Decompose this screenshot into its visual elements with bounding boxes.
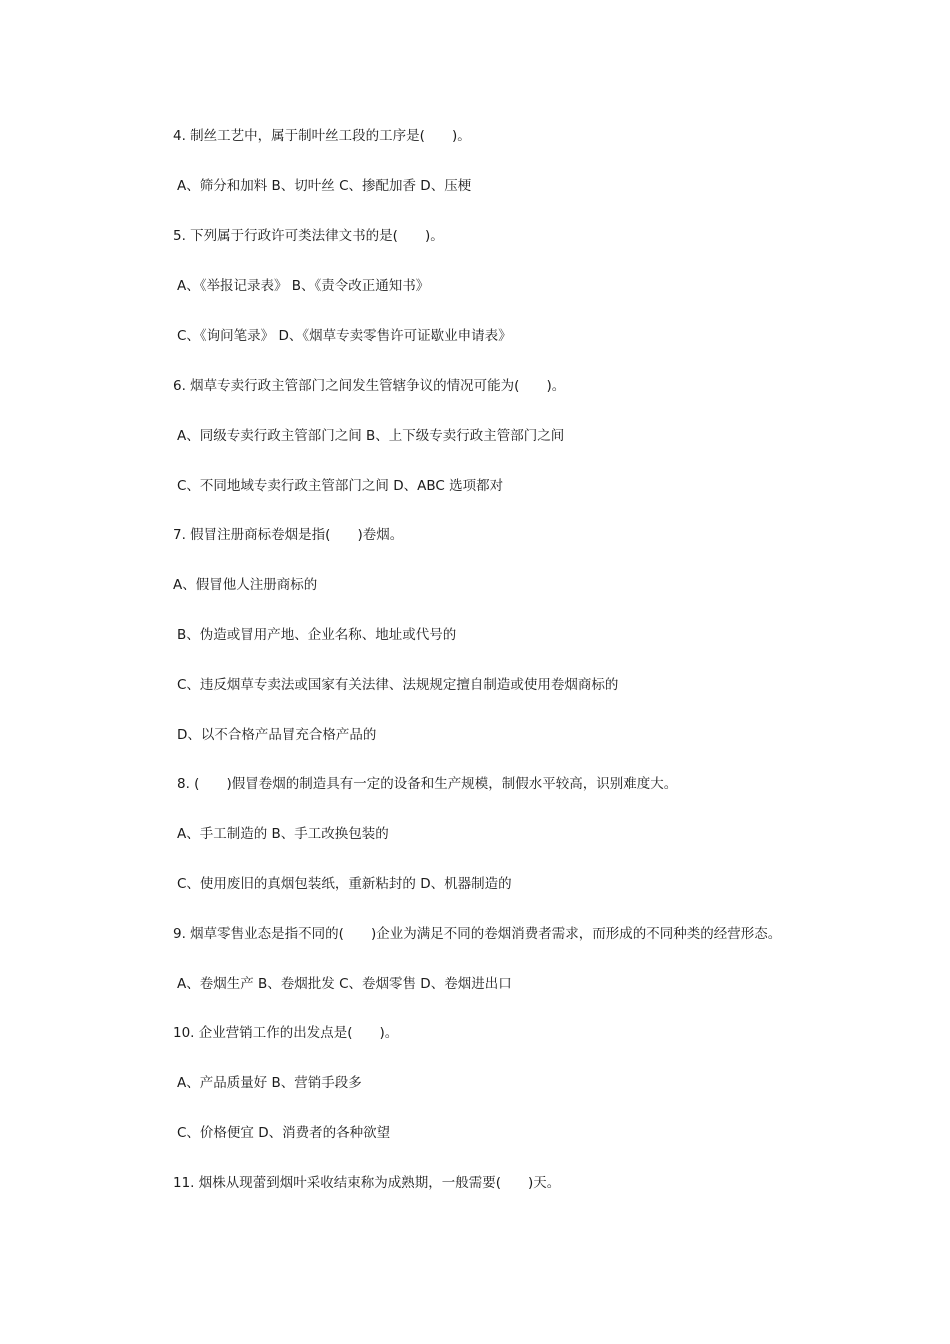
question-6: 6. 烟草专卖行政主管部门之间发生管辖争议的情况可能为( )。 xyxy=(173,378,566,394)
question-4-options: A、筛分和加料 B、切叶丝 C、掺配加香 D、压梗 xyxy=(177,178,472,194)
question-7-option-a: A、假冒他人注册商标的 xyxy=(173,577,318,593)
question-5-options-cd: C、《询问笔录》 D、《烟草专卖零售许可证歇业申请表》 xyxy=(177,328,512,344)
question-8-options-cd: C、使用废旧的真烟包装纸，重新粘封的 D、机器制造的 xyxy=(177,876,512,892)
question-7-option-b: B、伪造或冒用产地、企业名称、地址或代号的 xyxy=(177,627,457,643)
question-10: 10. 企业营销工作的出发点是( )。 xyxy=(173,1025,399,1041)
question-8: 8. ( )假冒卷烟的制造具有一定的设备和生产规模，制假水平较高，识别难度大。 xyxy=(177,776,678,792)
question-11: 11. 烟株从现蕾到烟叶采收结束称为成熟期，一般需要( )天。 xyxy=(173,1175,561,1191)
question-10-options-cd: C、价格便宜 D、消费者的各种欲望 xyxy=(177,1125,391,1141)
question-5: 5. 下列属于行政许可类法律文书的是( )。 xyxy=(173,228,444,244)
question-7-option-c: C、违反烟草专卖法或国家有关法律、法规规定擅自制造或使用卷烟商标的 xyxy=(177,677,619,693)
question-6-options-cd: C、不同地域专卖行政主管部门之间 D、ABC 选项都对 xyxy=(177,478,504,494)
question-7: 7. 假冒注册商标卷烟是指( )卷烟。 xyxy=(173,527,404,543)
question-6-options-ab: A、同级专卖行政主管部门之间 B、上下级专卖行政主管部门之间 xyxy=(177,428,565,444)
question-10-options-ab: A、产品质量好 B、营销手段多 xyxy=(177,1075,362,1091)
question-7-option-d: D、以不合格产品冒充合格产品的 xyxy=(177,727,377,743)
question-9-options: A、卷烟生产 B、卷烟批发 C、卷烟零售 D、卷烟进出口 xyxy=(177,976,512,992)
question-8-options-ab: A、手工制造的 B、手工改换包装的 xyxy=(177,826,389,842)
question-5-options-ab: A、《举报记录表》 B、《责令改正通知书》 xyxy=(177,278,430,294)
question-4: 4. 制丝工艺中，属于制叶丝工段的工序是( )。 xyxy=(173,128,471,144)
question-9: 9. 烟草零售业态是指不同的( )企业为满足不同的卷烟消费者需求，而形成的不同种类的经营形态。 xyxy=(173,926,782,942)
